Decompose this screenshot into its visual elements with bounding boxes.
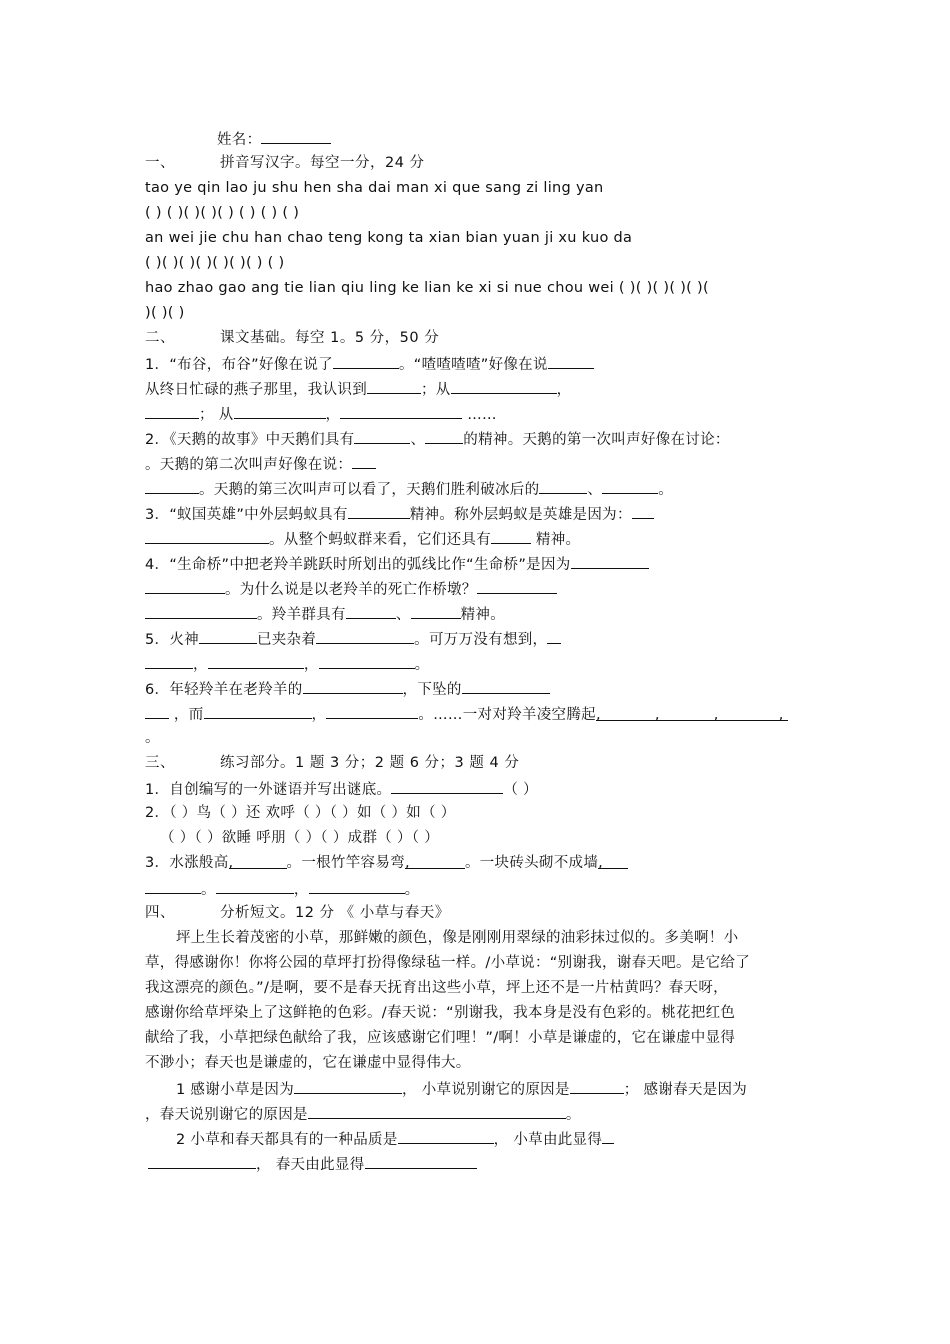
section-4-number: 四、	[145, 905, 175, 921]
section-1-heading	[145, 153, 425, 173]
q2-1-line-c: ； 从 ， ……	[145, 403, 497, 425]
blank[interactable]	[571, 553, 649, 569]
section-2-heading	[145, 328, 439, 348]
q2-4-line-c: 。羚羊群具有 、 精神。	[145, 603, 505, 625]
blank[interactable]	[199, 628, 257, 644]
blank[interactable]	[216, 878, 294, 894]
blank[interactable]	[548, 353, 594, 369]
blank[interactable]	[354, 428, 410, 444]
q2-1-line-a: 1．“布谷，布谷”好像在说了 。“喳喳喳喳”好像在说	[145, 353, 594, 375]
blank[interactable]	[316, 628, 414, 644]
blank[interactable]	[145, 653, 193, 669]
blank[interactable]	[491, 528, 531, 544]
blank[interactable]	[333, 353, 399, 369]
blank[interactable]	[352, 453, 376, 469]
blank[interactable]	[303, 678, 403, 694]
blank[interactable]	[346, 603, 396, 619]
passage-line-1: 坪上生长着茂密的小草，那鲜嫩的颜色，像是刚刚用翠绿的油彩抹过似的。多美啊！小	[176, 930, 739, 946]
q2-2-line-b: 。天鹅的第二次叫声好像在说：	[145, 453, 376, 475]
q2-3-line-b: 。从整个蚂蚁群来看，它们还具有 精神。	[145, 528, 580, 550]
q3-2-line-b[interactable]: （ ）（ ）欲睡 呼朋（ ）（ ）成群（ ）（ ）	[160, 830, 440, 846]
blank[interactable]	[148, 1153, 256, 1169]
blank[interactable]	[425, 428, 463, 444]
section-3-heading	[145, 753, 519, 773]
section-2-number: 二、	[145, 330, 175, 346]
blank[interactable]	[145, 703, 169, 719]
blank[interactable]	[391, 778, 503, 794]
blank[interactable]	[367, 378, 421, 394]
blank[interactable]	[570, 1078, 624, 1094]
blank[interactable]: ,	[405, 853, 465, 869]
blank[interactable]	[547, 628, 561, 644]
q2-2-line-c: 。天鹅的第三次叫声可以看了，天鹅们胜利破冰后的 、 。	[145, 478, 673, 500]
blank[interactable]	[145, 603, 257, 619]
q4-2-line-a: 2 小草和春天都具有的一种品质是 ， 小草由此显得	[176, 1128, 614, 1150]
blank[interactable]	[398, 1128, 494, 1144]
blank[interactable]	[340, 403, 462, 419]
q3-3-line-b: 。 ， 。	[145, 878, 419, 900]
passage-line-6: 不渺小；春天也是谦虚的，它在谦虚中显得伟大。	[145, 1055, 471, 1071]
pinyin-row-1: tao ye qin lao ju shu hen sha dai man xi que sang zi ling yan	[145, 180, 604, 196]
passage-line-3: 我这漂亮的颜色。”/是啊，要不是春天抚育出这些小草，坪上还不是一片枯黄吗？春天呀，	[145, 980, 728, 996]
name-label: 姓名：	[217, 132, 262, 148]
section-2-title: 课文基础。每空 1。5 分，50 分	[220, 330, 440, 346]
blank[interactable]	[308, 1103, 566, 1119]
blank[interactable]	[632, 503, 654, 519]
blank[interactable]	[145, 528, 269, 544]
blank[interactable]: ,	[598, 853, 628, 869]
q2-5-line-b: ， ， 。	[145, 653, 429, 675]
blank[interactable]	[204, 703, 312, 719]
passage-line-4: 感谢你给草坪染上了这鲜艳的色彩。/春天说：“别谢我，我本身是没有色彩的。桃花把红色	[145, 1005, 736, 1021]
blank[interactable]	[348, 503, 410, 519]
answer-brackets-row-2[interactable]: ( )( )( )( )( )( )( ) ( )	[145, 255, 285, 271]
section-3-title: 练习部分。1 题 3 分；2 题 6 分；3 题 4 分	[220, 755, 520, 771]
answer-brackets-row-1[interactable]: ( ) ( )( )( )( ) ( ) ( ) ( )	[145, 205, 300, 221]
blank[interactable]	[602, 1128, 614, 1144]
answer-brackets-row-3[interactable]: )( )( )	[145, 305, 185, 321]
q2-6-line-b: ，而 ， 。……一对对羚羊凌空腾起, , , ,	[145, 703, 788, 725]
blank[interactable]	[411, 603, 461, 619]
blank[interactable]	[208, 653, 304, 669]
q2-2-line-a: 2．《天鹅的故事》中天鹅们具有 、 的精神。天鹅的第一次叫声好像在讨论：	[145, 428, 730, 450]
q2-3-line-a: 3．“蚁国英雄”中外层蚂蚁具有 精神。称外层蚂蚁是英雄是因为：	[145, 503, 654, 525]
pinyin-row-2: an wei jie chu han chao teng kong ta xian bian yuan ji xu kuo da	[145, 230, 633, 246]
passage-line-2: 草，得感谢你！你将公园的草坪打扮得像绿毡一样。/小草说：“别谢我，谢春天吧。是它给了	[145, 955, 750, 971]
section-3-number: 三、	[145, 755, 175, 771]
blank[interactable]: ,	[229, 853, 287, 869]
blank[interactable]	[539, 478, 587, 494]
blank[interactable]	[477, 578, 557, 594]
name-row	[217, 128, 331, 150]
q2-4-line-b: 。为什么说是以老羚羊的死亡作桥墩？	[145, 578, 557, 600]
blank[interactable]	[365, 1153, 477, 1169]
q3-1-line: 1．自创编写的一外谜语并写出谜底。 （ ）	[145, 778, 538, 800]
name-blank[interactable]	[261, 128, 331, 144]
q4-2-line-b: ， 春天由此显得	[148, 1153, 477, 1175]
q4-1-line-a: 1 感谢小草是因为 ， 小草说别谢它的原因是 ； 感谢春天是因为	[176, 1078, 747, 1100]
q2-6-line-c: 。	[145, 730, 160, 746]
blank[interactable]	[451, 378, 557, 394]
section-1-title: 拼音写汉字。每空一分，24 分	[220, 155, 425, 171]
blank[interactable]	[319, 653, 415, 669]
q4-1-line-b: ，春天说别谢它的原因是 。	[145, 1103, 581, 1125]
blank[interactable]	[326, 703, 418, 719]
pinyin-row-3: hao zhao gao ang tie lian qiu ling ke lian ke xi si nue chou wei ( )( )( )( )( )(	[145, 280, 709, 296]
blank[interactable]	[602, 478, 658, 494]
q2-6-line-a: 6．年轻羚羊在老羚羊的 ，下坠的	[145, 678, 550, 700]
q3-2-line-a[interactable]: 2．（ ）鸟（ ）还 欢呼（ ）（ ）如（ ）如（ ）	[145, 805, 456, 821]
blank[interactable]	[145, 578, 225, 594]
section-1-number: 一、	[145, 155, 175, 171]
blank[interactable]	[145, 878, 201, 894]
q3-3-line-a: 3．水涨般高, 。一根竹竿容易弯, 。一块砖头砌不成墙,	[145, 853, 628, 873]
blank[interactable]	[309, 878, 405, 894]
blank[interactable]	[462, 678, 550, 694]
blank[interactable]	[294, 1078, 402, 1094]
blank[interactable]	[234, 403, 326, 419]
section-4-title: 分析短文。12 分 《 小草与春天》	[220, 905, 450, 921]
q2-1-line-b: 从终日忙碌的燕子那里，我认识到 ；从 ，	[145, 378, 571, 400]
blank[interactable]	[145, 478, 199, 494]
q2-4-line-a: 4．“生命桥”中把老羚羊跳跃时所划出的弧线比作“生命桥”是因为	[145, 553, 649, 575]
q2-5-line-a: 5．火神 已夹杂着 。可万万没有想到，	[145, 628, 561, 650]
blank[interactable]	[145, 403, 199, 419]
blank[interactable]: , , , ,	[596, 705, 788, 721]
section-4-heading	[145, 903, 450, 923]
passage-line-5: 献给了我，小草把绿色献给了我，应该感谢它们哩！”/啊！小草是谦虚的，它在谦虚中显得	[145, 1030, 736, 1046]
